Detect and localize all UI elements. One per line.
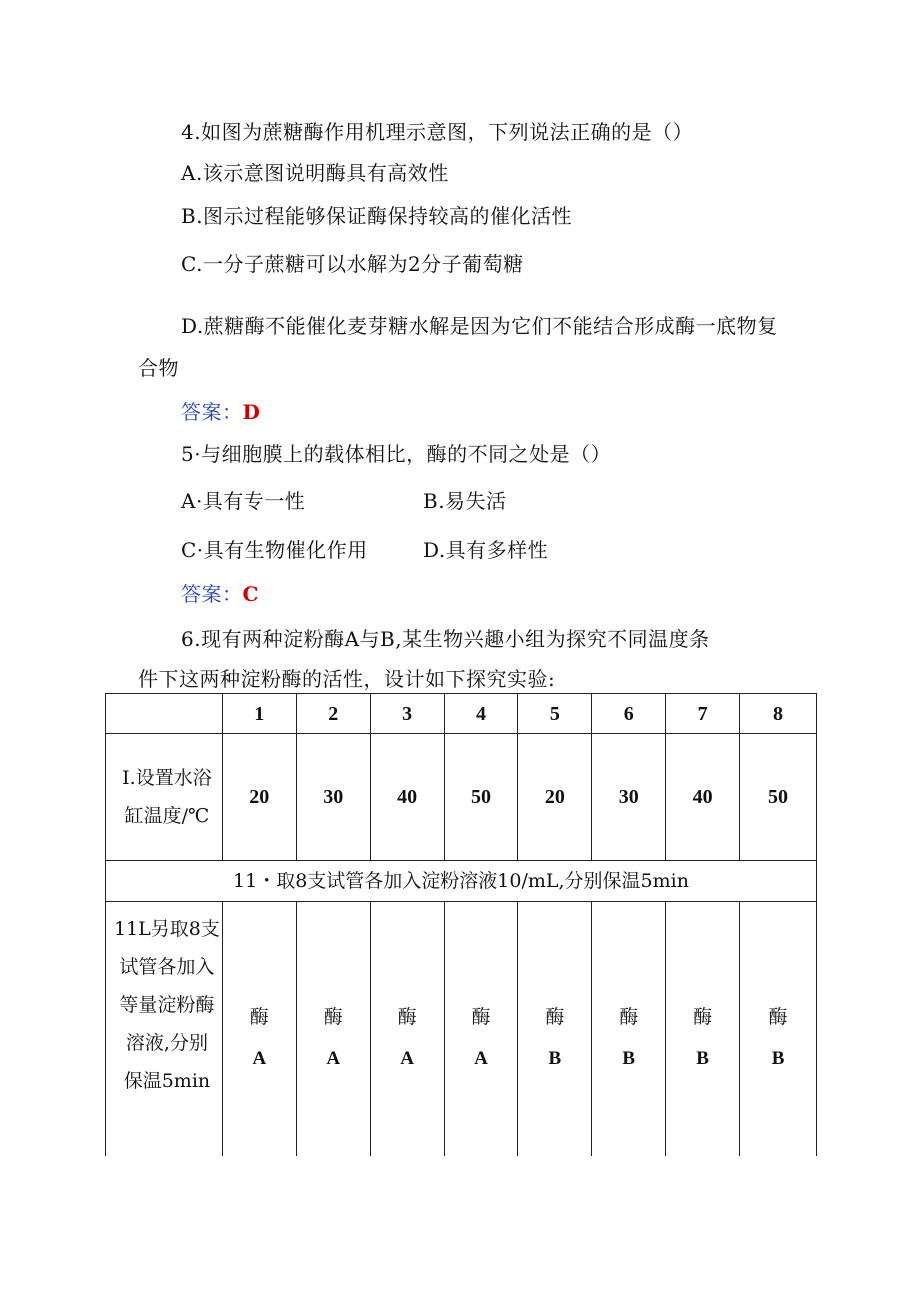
tube-number: 3 [370, 694, 444, 734]
enzyme-letter: A [252, 1048, 267, 1069]
answer-value: D [242, 400, 261, 424]
q5-stem: 5·与细胞膜上的载体相比，酶的不同之处是（） [181, 442, 612, 466]
enzyme-char: 酶 [768, 1006, 788, 1028]
answer-label: 答案： [181, 400, 243, 424]
answer-value: C [242, 582, 259, 606]
temperature-value: 50 [740, 734, 817, 861]
tube-number: 2 [296, 694, 370, 734]
enzyme-cell [222, 902, 296, 1156]
enzyme-char: 酶 [545, 1006, 565, 1028]
enzyme-letter: B [771, 1048, 785, 1069]
temperature-value: 30 [296, 734, 370, 861]
q4-stem: 4.如图为蔗糖酶作用机理示意图，下列说法正确的是（） [181, 120, 694, 144]
enzyme-letter: B [548, 1048, 562, 1069]
enzyme-letter: B [696, 1048, 709, 1069]
q6-stem-line1: 6.现有两种淀粉酶A与B,某生物兴趣小组为探究不同温度条 [181, 627, 710, 651]
enzyme-cell [444, 902, 518, 1156]
q5-answer [181, 580, 259, 608]
enzyme-char: 酶 [249, 1006, 269, 1028]
enzyme-cell [592, 902, 666, 1156]
q5-option-d: D.具有多样性 [423, 538, 549, 562]
temperature-value: 40 [370, 734, 444, 861]
tube-number: 5 [518, 694, 592, 734]
tube-number: 8 [740, 694, 817, 734]
tube-number: 4 [444, 694, 518, 734]
row-label-line: 试管各加入 [119, 956, 215, 978]
enzyme-cell [370, 902, 444, 1156]
row-label-enzyme [106, 902, 223, 1156]
q4-option-c: C.一分子蔗糖可以水解为2分子葡萄糖 [181, 252, 524, 276]
enzyme-cell [518, 902, 592, 1156]
row-label-line: I.设置水浴 [122, 767, 212, 789]
table-row-temperature [106, 734, 817, 861]
q4-option-a: A.该示意图说明酶具有高效性 [181, 161, 449, 185]
row-label-line: 缸温度/℃ [124, 805, 210, 827]
enzyme-cell [740, 902, 817, 1156]
enzyme-char: 酶 [323, 1006, 343, 1028]
enzyme-char: 酶 [471, 1006, 491, 1028]
enzyme-char: 酶 [397, 1006, 417, 1028]
enzyme-letter: A [326, 1048, 341, 1069]
enzyme-cell [666, 902, 740, 1156]
tube-number: 6 [592, 694, 666, 734]
q5-option-c: C·具有生物催化作用 [181, 538, 368, 562]
enzyme-char: 酶 [619, 1006, 639, 1028]
q6-stem-line2: 件下这两种淀粉酶的活性，设计如下探究实验: [138, 667, 556, 691]
temperature-value: 50 [444, 734, 518, 861]
enzyme-letter: A [474, 1048, 488, 1069]
row-label-line: 11L另取8支 [113, 918, 220, 940]
temperature-value: 40 [666, 734, 740, 861]
enzyme-cell [296, 902, 370, 1156]
row-label-line: 溶液,分别 [125, 1032, 208, 1054]
table-row-enzyme [106, 902, 817, 1156]
row-label-line: 保温5min [123, 1070, 211, 1092]
table-row-starch [106, 861, 817, 902]
answer-label: 答案： [181, 582, 243, 606]
table-header-row [106, 694, 817, 734]
q4-answer [181, 398, 260, 426]
row-label-line: 等量淀粉酶 [119, 994, 215, 1016]
temperature-value: 30 [592, 734, 666, 861]
q4-option-d-line1: D.蔗糖酶不能催化麦芽糖水解是因为它们不能结合形成酶一底物复 [181, 314, 778, 338]
temperature-value: 20 [518, 734, 592, 861]
q4-option-b: B.图示过程能够保证酶保持较高的催化活性 [181, 204, 573, 228]
enzyme-letter: B [622, 1048, 636, 1069]
enzyme-char: 酶 [693, 1006, 713, 1028]
table-corner-cell [106, 694, 223, 734]
starch-step-cell: 11・取8支试管各加入淀粉溶液10∕mL,分别保温5min [106, 861, 817, 902]
q5-option-b: B.易失活 [423, 489, 507, 513]
tube-number: 1 [222, 694, 296, 734]
experiment-table [105, 693, 817, 1156]
tube-number: 7 [666, 694, 740, 734]
q4-option-d-line2: 合物 [138, 356, 179, 380]
q5-option-a: A·具有专一性 [181, 489, 306, 513]
temperature-value: 20 [222, 734, 296, 861]
row-label-temperature [106, 734, 223, 861]
enzyme-letter: A [400, 1048, 414, 1069]
